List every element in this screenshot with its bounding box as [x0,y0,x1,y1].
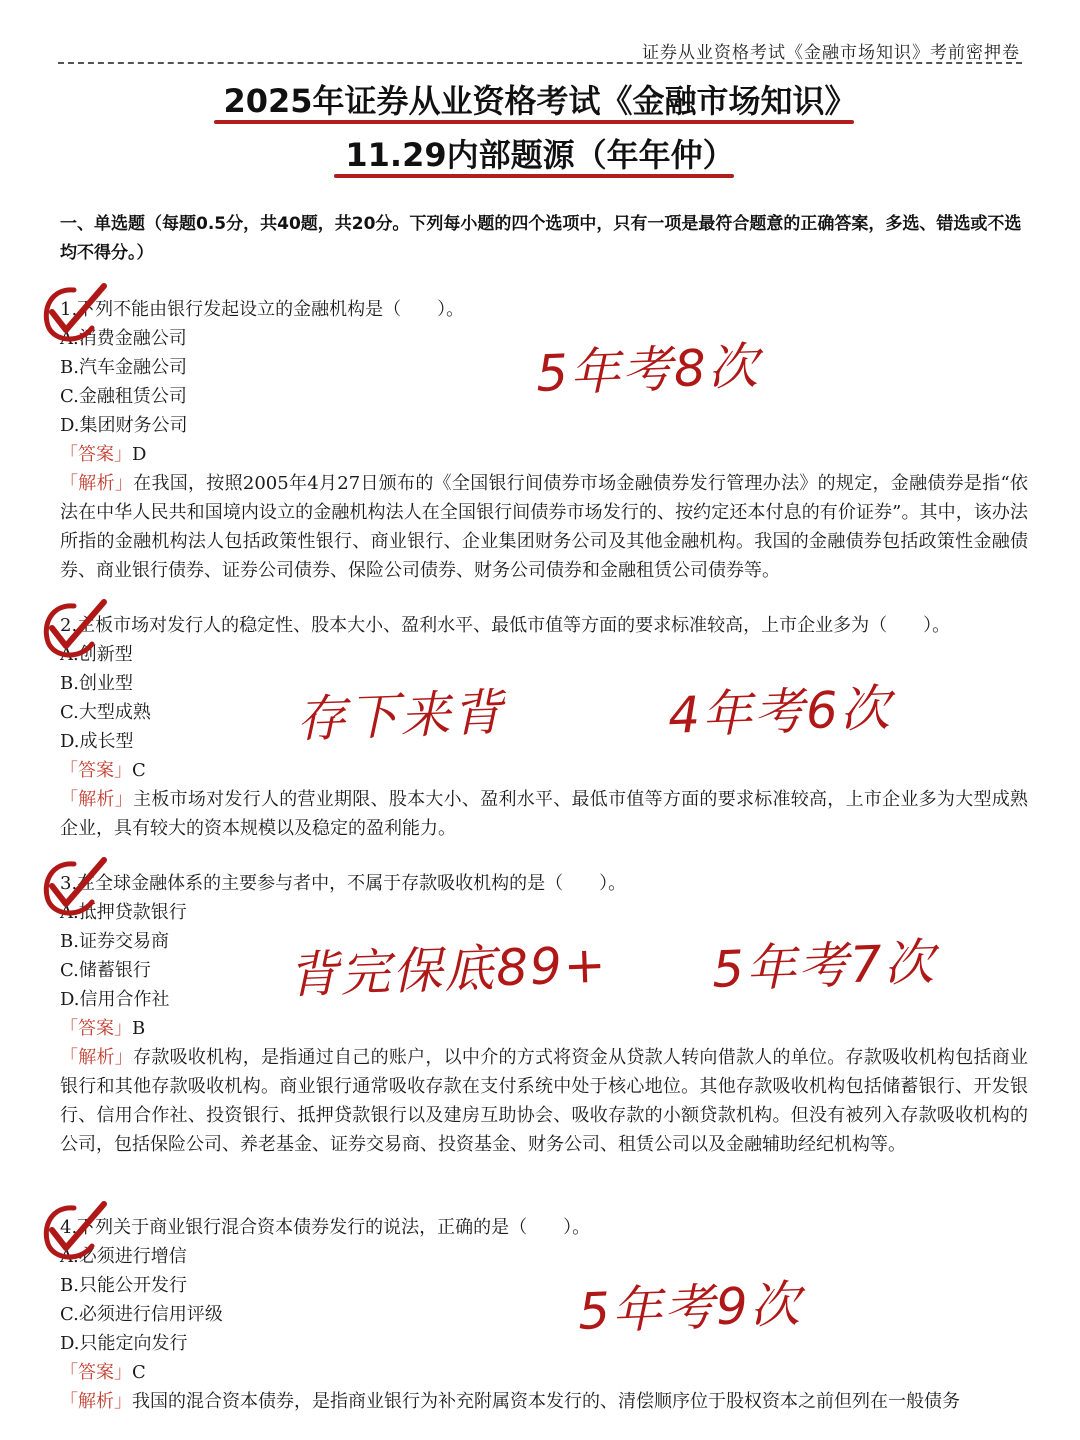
option-c: C.储蓄银行 [60,960,151,981]
option-d: D.成长型 [60,731,134,752]
option-b: B.证券交易商 [60,931,169,952]
analysis-label: 「解析」 [60,1047,134,1068]
header-divider [58,62,1022,64]
analysis-label: 「解析」 [60,473,134,494]
subtitle-underline [334,174,734,178]
option-c: C.必须进行信用评级 [60,1304,223,1325]
option-b: B.只能公开发行 [60,1275,187,1296]
question-3 [60,869,1028,1159]
analysis-row [60,1387,1028,1416]
option-a: A.抵押贷款银行 [60,902,187,923]
question-stem: 4.下列关于商业银行混合资本债券发行的说法，正确的是（ ）。 [60,1217,591,1238]
analysis-text: 主板市场对发行人的营业期限、股本大小、盈利水平、最低市值等方面的要求标准较高，上市企业多为大型成熟企业，具有较大的资本规模以及稳定的盈利能力。 [60,789,1028,839]
option-b: B.创业型 [60,673,133,694]
answer-value: B [132,1018,146,1039]
check-mark-icon [38,598,108,662]
question-stem: 1.下列不能由银行发起设立的金融机构是（ ）。 [60,299,465,320]
page-title: 2025年证券从业资格考试《金融市场知识》 [223,82,857,120]
handwritten-note: 5年考7次 [711,933,937,999]
option-a: A.必须进行增信 [60,1246,187,1267]
analysis-label: 「解析」 [60,789,134,810]
handwritten-note: 背完保底89+ [287,935,609,1005]
analysis-row [60,1043,1028,1159]
handwritten-note: 存下来背 [295,683,506,749]
question-4 [60,1213,1028,1416]
option-d: D.集团财务公司 [60,415,188,436]
question-stem: 3.在全球金融体系的主要参与者中，不属于存款吸收机构的是（ ）。 [60,873,627,894]
check-mark-icon [38,856,108,920]
analysis-row [60,469,1028,585]
handwritten-note: 4年考6次 [667,679,893,745]
title-underline [214,120,854,124]
option-a: A.创新型 [60,644,133,665]
option-d: D.信用合作社 [60,989,170,1010]
answer-label: 「答案」 [60,1018,132,1039]
answer-row [60,756,1028,785]
answer-row [60,1358,1028,1387]
answer-label: 「答案」 [60,444,132,465]
option-b: B.汽车金融公司 [60,357,187,378]
option-a: A.消费金融公司 [60,328,187,349]
answer-label: 「答案」 [60,760,132,781]
answer-row [60,440,1028,469]
header-note: 证券从业资格考试《金融市场知识》考前密押卷 [642,43,1020,63]
answer-label: 「答案」 [60,1362,132,1383]
analysis-text: 在我国，按照2005年4月27日颁布的《全国银行间债券市场金融债券发行管理办法》的规定，金融债券是指“依法在中华人民共和国境内设立的金融机构法人在全国银行间债券市场发行的、按约定还本付息的有价证券”。其中，该办法所指的金融机构法人包括政策性银行、商业银行、企业集团财务公司及其他金融机构。我国的金融债券包括政策性金融债券、商业银行债券、证券公司债券、保险公司债券、财务公司债券和金融租赁公司债券等。 [60,473,1028,581]
handwritten-note: 5年考8次 [535,337,761,403]
analysis-row [60,785,1028,843]
answer-row [60,1014,1028,1043]
section-heading: 一、单选题（每题0.5分，共40题，共20分。下列每小题的四个选项中，只有一项是最符合题意的正确答案，多选、错选或不选均不得分。） [60,214,1022,263]
page-subtitle: 11.29内部题源（年年仲） [345,136,735,174]
check-mark-icon [38,282,108,346]
analysis-text: 我国的混合资本债券，是指商业银行为补充附属资本发行的、清偿顺序位于股权资本之前但列在一般债务 [132,1391,960,1412]
answer-value: C [132,1362,146,1383]
check-mark-icon [38,1200,108,1264]
analysis-text: 存款吸收机构，是指通过自己的账户，以中介的方式将资金从贷款人转向借款人的单位。存款吸收机构包括商业银行和其他存款吸收机构。商业银行通常吸收存款在支付系统中处于核心地位。其他存款吸收机构包括储蓄银行、开发银行、信用合作社、投资银行、抵押贷款银行以及建房互助协会、吸收存款的小额贷款机构。但没有被列入存款吸收机构的公司，包括保险公司、养老基金、证券交易商、投资基金、财务公司、租赁公司以及金融辅助经纪机构等。 [60,1047,1028,1155]
handwritten-note: 5年考9次 [577,1275,803,1341]
answer-value: C [132,760,146,781]
answer-value: D [132,444,147,465]
question-stem: 2.主板市场对发行人的稳定性、股本大小、盈利水平、最低市值等方面的要求标准较高，上市企业多为（ ）。 [60,615,951,636]
option-c: C.金融租赁公司 [60,386,187,407]
analysis-label: 「解析」 [60,1391,132,1412]
option-c: C.大型成熟 [60,702,151,723]
option-d: D.只能定向发行 [60,1333,188,1354]
